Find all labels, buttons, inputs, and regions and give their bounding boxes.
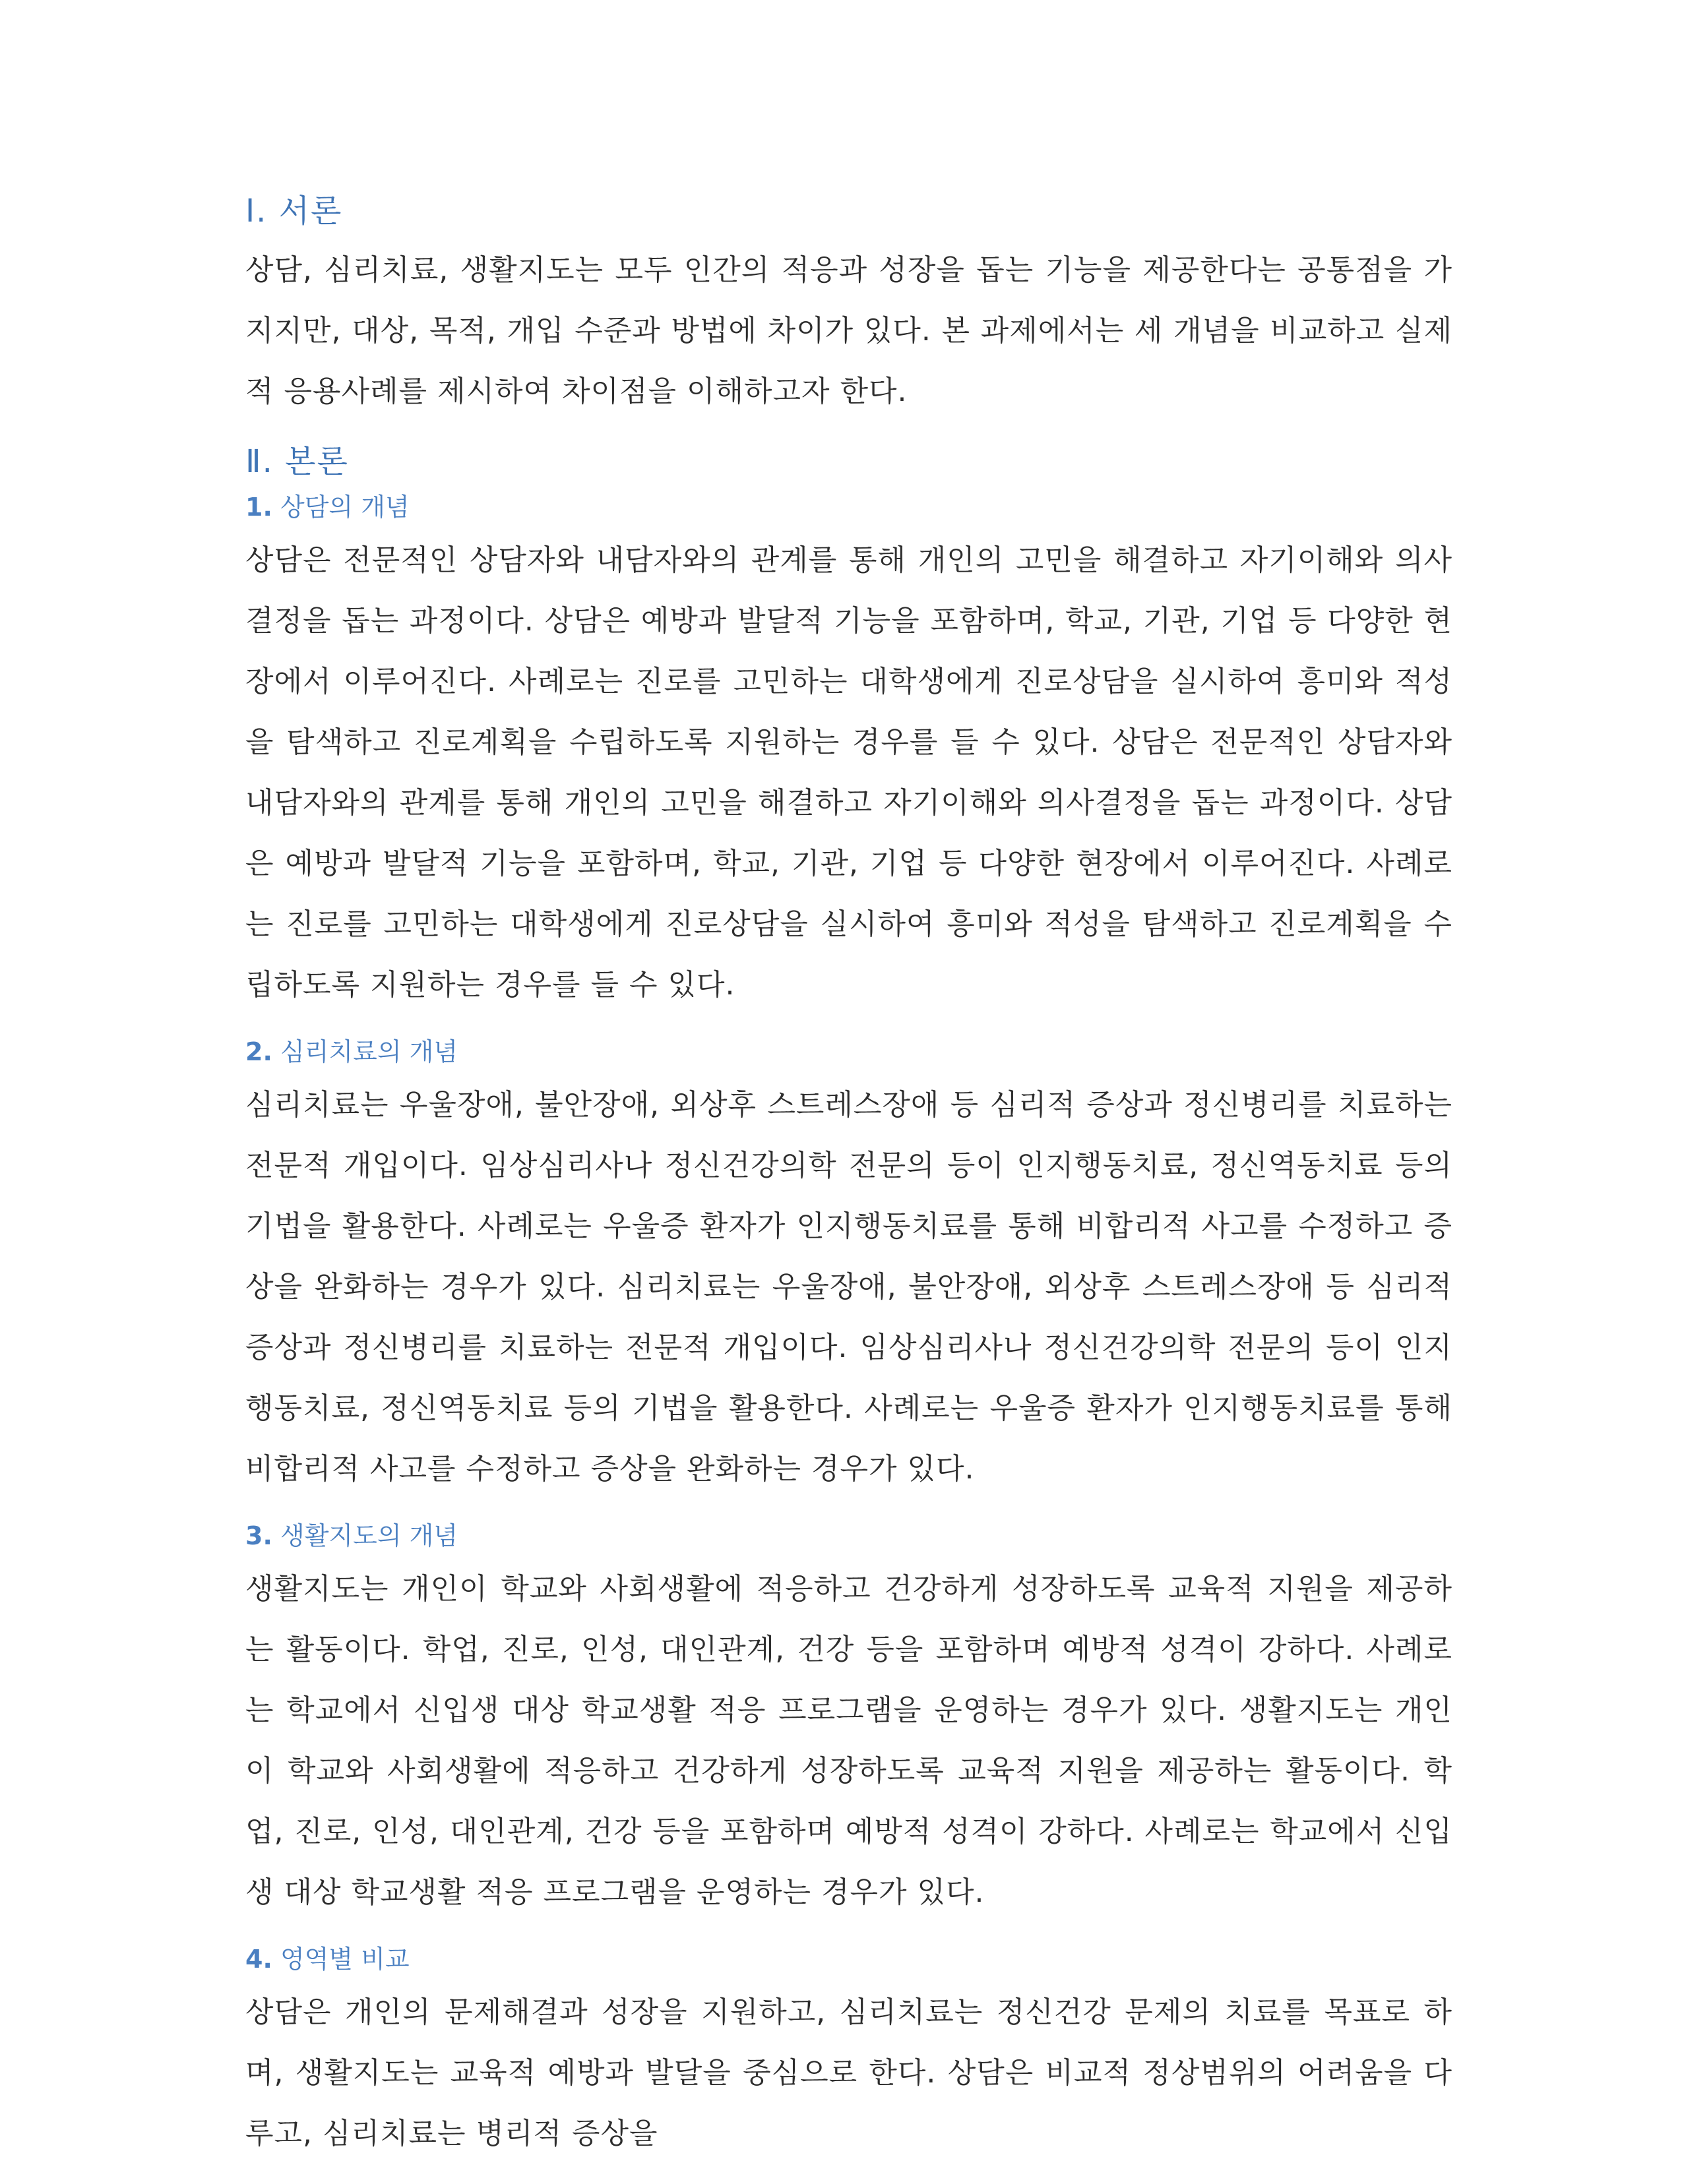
- intro-heading: Ⅰ. 서론: [245, 193, 343, 229]
- section-1: [245, 491, 1452, 1016]
- body-heading: Ⅱ. 본론: [245, 443, 349, 480]
- section-2-paragraph: 심리치료는 우울장애, 불안장애, 외상후 스트레스장애 등 심리적 증상과 정신병리를 치료하는 전문적 개입이다. 임상심리사나 정신건강의학 전문의 등이 인지행동치료, 정신역동치료 등의 기법을 활용한다. 사례로는 우울증 환자가 인지행동치료를 통해 비합리적 사고를 수정하고 증상을 완화하는 경우가 있다. 심리치료는 우울장애, 불안장애, 외상후 스트레스장애 등 심리적 증상과 정신병리를 치료하는 전문적 개입이다. 임상심리사나 정신건강의학 전문의 등이 인지행동치료, 정신역동치료 등의 기법을 활용한다. 사례로는 우울증 환자가 인지행동치료를 통해 비합리적 사고를 수정하고 증상을 완화하는 경우가 있다.: [245, 1088, 1452, 1486]
- section-3-heading: [245, 1519, 1452, 1552]
- section-4-heading: [245, 1943, 1452, 1976]
- section-1-paragraph: 상담은 전문적인 상담자와 내담자와의 관계를 통해 개인의 고민을 해결하고 자기이해와 의사결정을 돕는 과정이다. 상담은 예방과 발달적 기능을 포함하며, 학교, 기관, 기업 등 다양한 현장에서 이루어진다. 사례로는 진로를 고민하는 대학생에게 진로상담을 실시하여 흥미와 적성을 탐색하고 진로계획을 수립하도록 지원하는 경우를 들 수 있다. 상담은 전문적인 상담자와 내담자와의 관계를 통해 개인의 고민을 해결하고 자기이해와 의사결정을 돕는 과정이다. 상담은 예방과 발달적 기능을 포함하며, 학교, 기관, 기업 등 다양한 현장에서 이루어진다. 사례로는 진로를 고민하는 대학생에게 진로상담을 실시하여 흥미와 적성을 탐색하고 진로계획을 수립하도록 지원하는 경우를 들 수 있다.: [245, 543, 1452, 1002]
- section-3-title: 생활지도의 개념: [280, 1521, 458, 1550]
- section-4-paragraph: 상담은 개인의 문제해결과 성장을 지원하고, 심리치료는 정신건강 문제의 치료를 목표로 하며, 생활지도는 교육적 예방과 발달을 중심으로 한다. 상담은 비교적 정상범위의 어려움을 다루고, 심리치료는 병리적 증상을: [245, 1995, 1452, 2150]
- section-4-title: 영역별 비교: [280, 1945, 410, 1974]
- section-3-paragraph: 생활지도는 개인이 학교와 사회생활에 적응하고 건강하게 성장하도록 교육적 지원을 제공하는 활동이다. 학업, 진로, 인성, 대인관계, 건강 등을 포함하며 예방적 성격이 강하다. 사례로는 학교에서 신입생 대상 학교생활 적응 프로그램을 운영하는 경우가 있다. 생활지도는 개인이 학교와 사회생활에 적응하고 건강하게 성장하도록 교육적 지원을 제공하는 활동이다. 학업, 진로, 인성, 대인관계, 건강 등을 포함하며 예방적 성격이 강하다. 사례로는 학교에서 신입생 대상 학교생활 적응 프로그램을 운영하는 경우가 있다.: [245, 1572, 1453, 1909]
- intro-paragraph: 상담, 심리치료, 생활지도는 모두 인간의 적응과 성장을 돕는 기능을 제공한다는 공통점을 가지지만, 대상, 목적, 개입 수준과 방법에 차이가 있다. 본 과제에서는 세 개념을 비교하고 실제적 응용사례를 제시하여 차이점을 이해하고자 한다.: [245, 253, 1452, 408]
- section-1-title: 상담의 개념: [280, 493, 410, 522]
- section-4-number: 4.: [245, 1945, 272, 1974]
- document-page: [245, 191, 1452, 2184]
- section-2-number: 2.: [245, 1037, 272, 1066]
- section-1-heading: [245, 491, 1452, 524]
- section-2-heading: [245, 1035, 1452, 1068]
- section-3-number: 3.: [245, 1521, 272, 1550]
- section-2-title: 심리치료의 개념: [280, 1037, 458, 1066]
- section-2: [245, 1035, 1452, 1500]
- section-4: [245, 1943, 1452, 2164]
- section-1-number: 1.: [245, 493, 272, 522]
- section-3: [245, 1519, 1452, 1923]
